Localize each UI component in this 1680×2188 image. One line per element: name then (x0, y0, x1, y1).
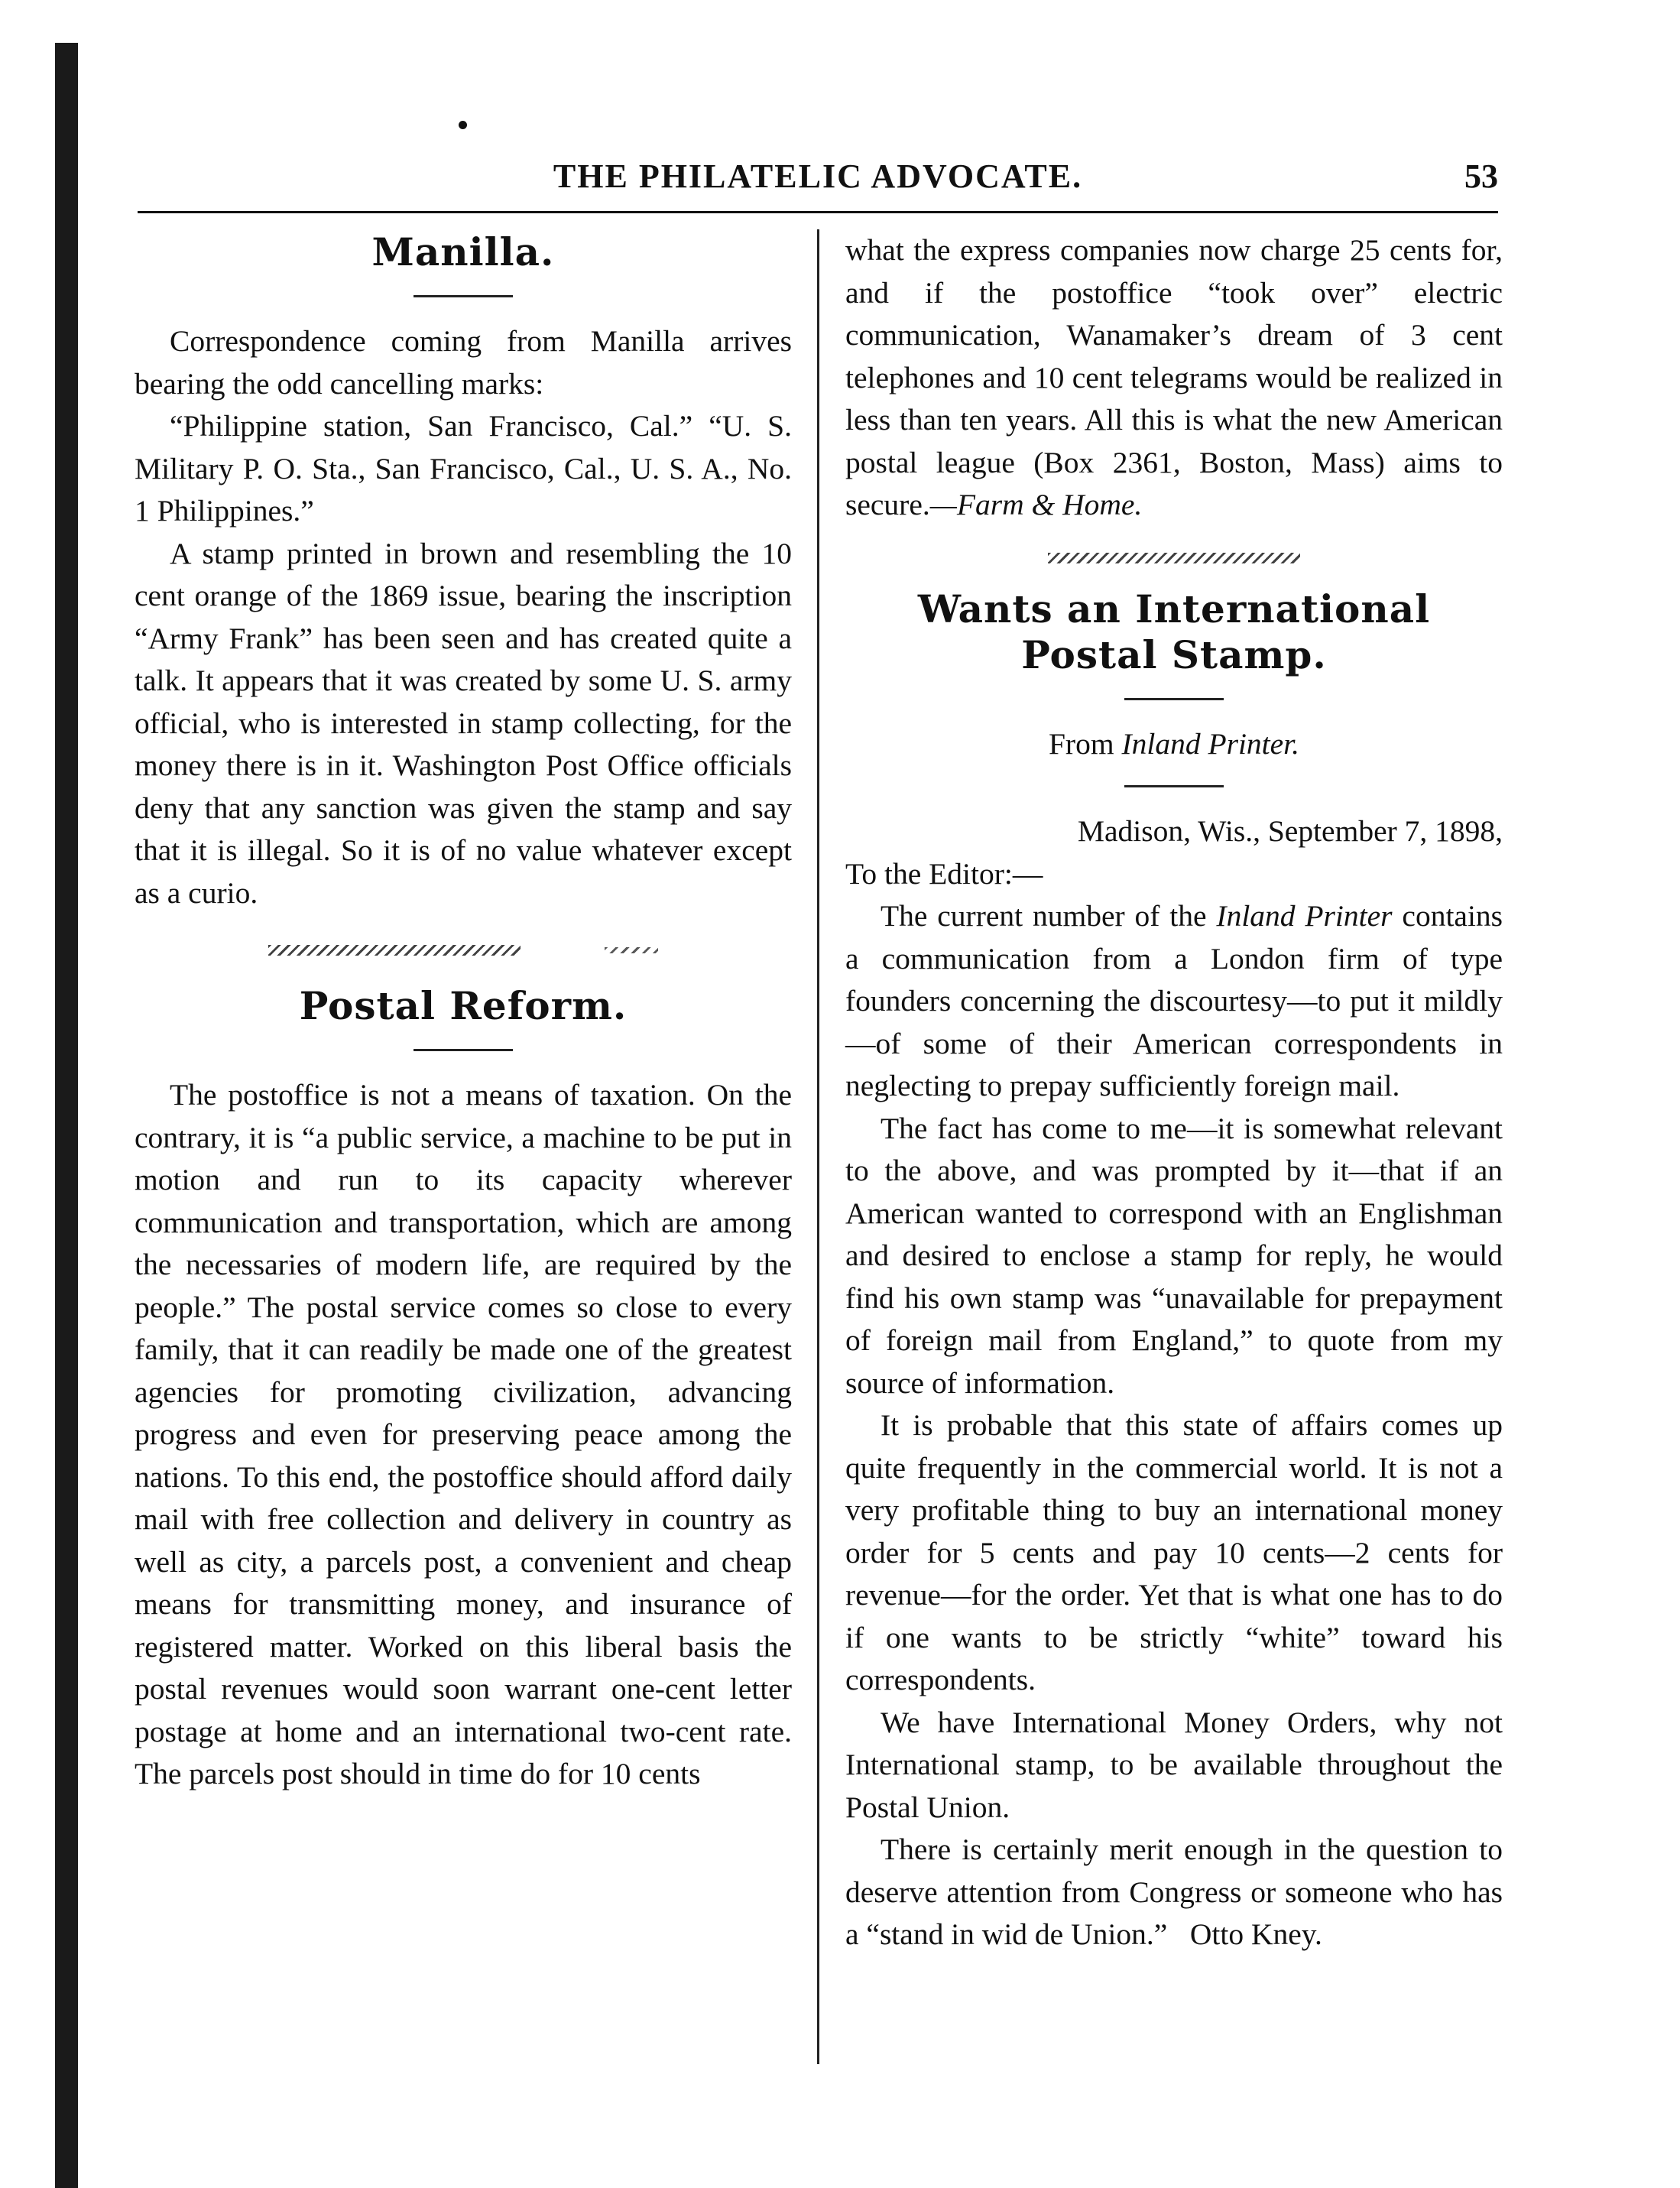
dateline: Madison, Wis., September 7, 1898, (1077, 814, 1503, 848)
heading-rule (1124, 698, 1224, 700)
section-ornament (135, 945, 792, 956)
heading-rule (414, 1049, 513, 1051)
header-rule (138, 211, 1498, 213)
letter-p1-end: contains a communication from a London firm of type founders concerning the discourtesy—to put it mildly—of some of their American correspondents in neglecting to prepay sufficiently foreign mail. (845, 899, 1503, 1102)
wavy-rule (268, 945, 521, 956)
letter-p5-text: There is certainly merit enough in the question to deserve attention from Congress or someone who has a “stand in wid de Union.” (845, 1833, 1503, 1951)
wavy-rule (1048, 553, 1300, 563)
left-column (135, 229, 792, 1796)
salutation: To the Editor:— (845, 856, 1043, 891)
right-column (845, 229, 1503, 1956)
publication-name: Inland Printer (1216, 899, 1393, 933)
heading-line-1: Wants an International (917, 586, 1431, 631)
signature: Otto Kney. (1189, 1917, 1322, 1951)
manilla-paragraph-2: “Philippine station, San Francisco, Cal.” “U. S. Military P. O. Sta., San Francisco, Cal., U. S. A., No. 1 Philippines.” (135, 409, 792, 528)
heading-line-2: Postal Stamp. (1021, 631, 1327, 677)
letter-paragraph-5 (845, 1829, 1503, 1956)
small-ornament (605, 947, 658, 953)
ink-dot (459, 121, 467, 129)
letter-paragraph-4: We have International Money Orders, why not International stamp, to be available throughout the Postal Union. (845, 1705, 1503, 1824)
continuation-paragraph (845, 229, 1503, 527)
running-head (138, 157, 1498, 203)
running-title: THE PHILATELIC ADVOCATE. (553, 157, 1083, 195)
from-label: From (1048, 726, 1114, 761)
heading-rule (414, 295, 513, 297)
heading-rule (1124, 785, 1224, 787)
postal-reform-heading: Postal Reform. (299, 983, 628, 1028)
from-source: Inland Printer. (1121, 726, 1300, 761)
letter-paragraph-1 (845, 895, 1503, 1108)
postal-reform-paragraph: The postoffice is not a means of taxation. On the contrary, it is “a public service, a machine to be put in motion and run to its capacity wherever communication and transportation, which are among the necessaries of modern life, are required by the people.” The postal service comes so close to every family, that it can readily be made one of the greatest agencies for promoting civilization, advancing progress and even for preserving peace among the nations. To this end, the postoffice should afford daily mail with free collection and delivery in country as well as city, a parcels post, a convenient and cheap means for transmitting money, and insurance of registered matter. Worked on this liberal basis the postal revenues would soon warrant one-cent letter postage at home and an international two-cent rate. The parcels post should in time do for 10 cents (135, 1078, 792, 1790)
continuation-text: what the express companies now charge 25 cents for, and if the postoffice “took over” electric communication, Wanamaker’s dream of 3 cent telephones and 10 cent telegrams would be realized in less than ten years. All this is what the new American postal league (Box 2361, Boston, Mass) aims to secure. (845, 233, 1503, 521)
page-number: 53 (1464, 157, 1498, 195)
letter-paragraph-2: The fact has come to me—it is somewhat relevant to the above, and was prompted by it—that if an American wanted to correspond with an Englishman and desired to enclose a stamp for reply, he would find his own stamp was “unavailable for prepayment of foreign mail from England,” to quote from my source of information. (845, 1111, 1503, 1400)
manilla-heading: Manilla. (371, 229, 555, 274)
from-line (845, 723, 1503, 766)
continuation-source: —Farm & Home. (929, 488, 1143, 521)
letter-p1-start: The current number of the (881, 899, 1207, 933)
column-divider (817, 229, 819, 2064)
international-stamp-heading (845, 586, 1503, 678)
letter-paragraph-3: It is probable that this state of affairs comes up quite frequently in the commercial world. It is not a very profitable thing to buy an international money order for 5 cents and pay 10 cents—2 cents for revenue—for the order. Yet that is what one has to do if one wants to be strictly “white” toward his correspondents. (845, 1408, 1503, 1696)
manilla-paragraph-3: A stamp printed in brown and resembling the 10 cent orange of the 1869 issue, bearing the inscription “Army Frank” has been seen and has created quite a talk. It appears that it was created by some U. S. army official, who is interested in stamp collecting, for the money there is in it. Washington Post Office officials deny that any sanction was given the stamp and say that it is illegal. So it is of no value whatever except as a curio. (135, 536, 792, 910)
manilla-paragraph-1: Correspondence coming from Manilla arrives bearing the odd cancelling marks: (135, 324, 792, 401)
binding-edge (55, 43, 78, 2188)
